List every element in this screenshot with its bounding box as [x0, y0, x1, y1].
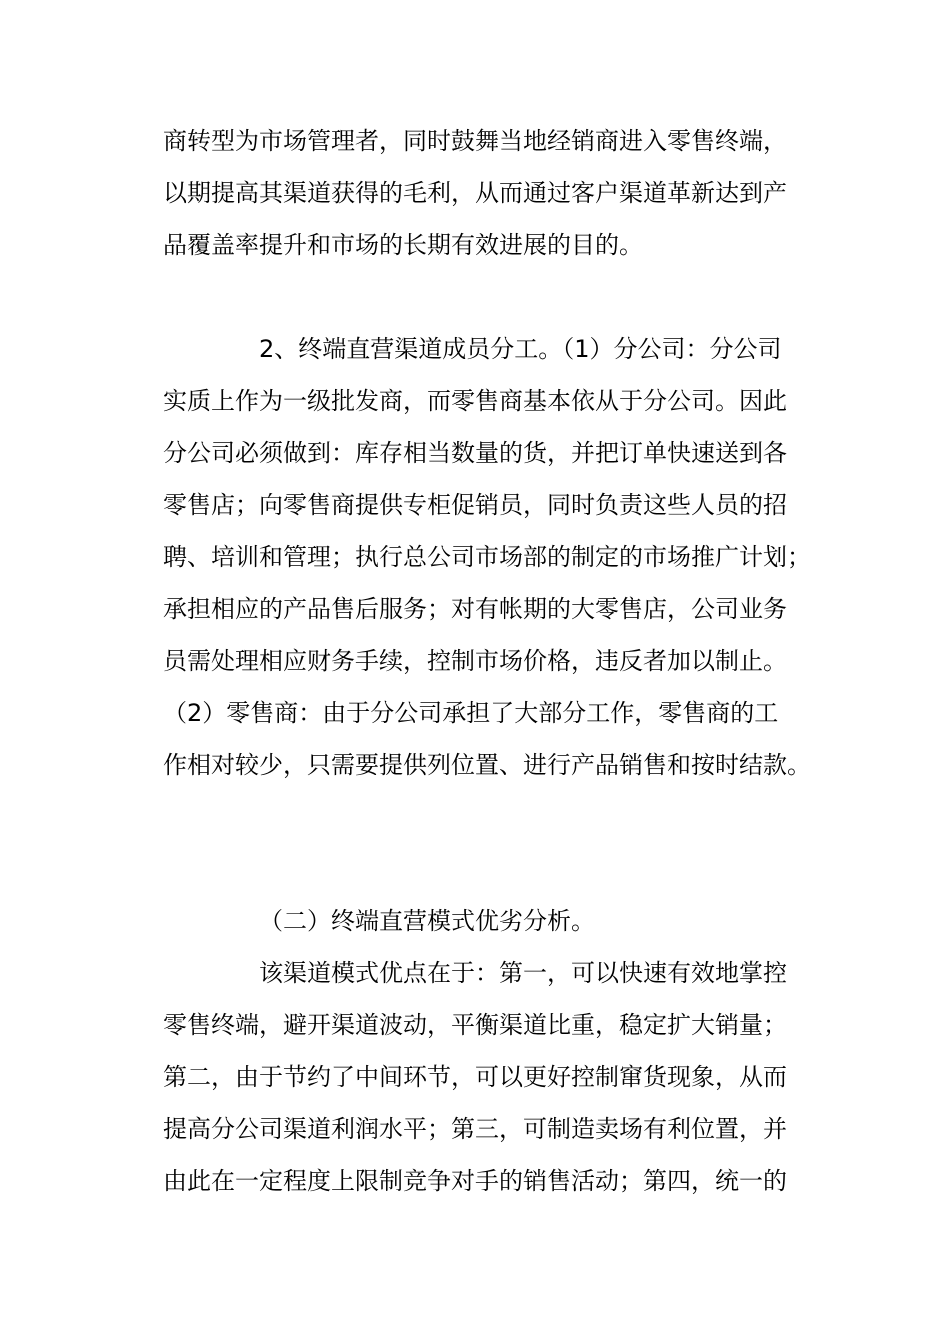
paragraph-3-line-4: 提高分公司渠道利润水平；第三，可制造卖场有利位置，并: [163, 1115, 787, 1143]
paragraph-3-line-1: 该渠道模式优点在于：第一，可以快速有效地掌控: [259, 959, 787, 987]
paragraph-3-line-2: 零售终端，避开渠道波动，平衡渠道比重，稳定扩大销量；: [163, 1011, 787, 1039]
paragraph-2-line-1: 2、终端直营渠道成员分工。（1）分公司：分公司: [259, 335, 782, 363]
paragraph-2-line-5: 聘、培训和管理；执行总公司市场部的制定的市场推广计划；: [163, 543, 811, 571]
paragraph-3-line-5: 由此在一定程度上限制竞争对手的销售活动；第四，统一的: [163, 1167, 787, 1195]
section-heading: （二）终端直营模式优劣分析。: [259, 907, 595, 935]
paragraph-2-line-3: 分公司必须做到：库存相当数量的货，并把订单快速送到各: [163, 439, 787, 467]
paragraph-2-line-4: 零售店；向零售商提供专柜促销员，同时负责这些人员的招: [163, 491, 787, 519]
paragraph-2-line-7: 员需处理相应财务手续，控制市场价格，违反者加以制止。: [163, 647, 787, 675]
paragraph-1-line-2: 以期提高其渠道获得的毛利，从而通过客户渠道革新达到产: [163, 179, 787, 207]
paragraph-3-line-3: 第二，由于节约了中间环节，可以更好控制窜货现象，从而: [163, 1063, 787, 1091]
paragraph-2-line-6: 承担相应的产品售后服务；对有帐期的大零售店，公司业务: [163, 595, 787, 623]
paragraph-2-line-8: （2）零售商：由于分公司承担了大部分工作，零售商的工: [163, 699, 779, 727]
paragraph-2-line-2: 实质上作为一级批发商，而零售商基本依从于分公司。因此: [163, 387, 787, 415]
paragraph-1-line-3: 品覆盖率提升和市场的长期有效进展的目的。: [163, 231, 643, 259]
paragraph-1-line-1: 商转型为市场管理者，同时鼓舞当地经销商进入零售终端，: [163, 127, 787, 155]
paragraph-2-line-9: 作相对较少，只需要提供列位置、进行产品销售和按时结款。: [163, 751, 811, 779]
